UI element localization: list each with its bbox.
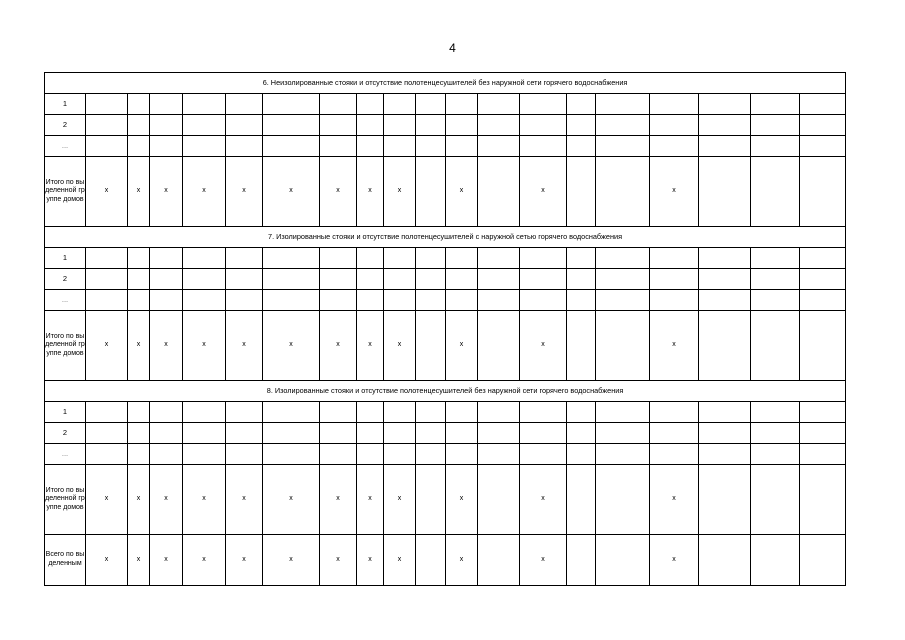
group-total-row [45, 465, 846, 535]
table-row [45, 248, 846, 269]
table-cell [183, 94, 226, 115]
row-number: ... [45, 444, 86, 465]
table-cell [226, 290, 263, 311]
table-cell [751, 423, 800, 444]
table-cell [320, 115, 357, 136]
table-cell [478, 444, 520, 465]
table-cell [751, 94, 800, 115]
section-title: 8. Изолированные стояки и отсутствие полотенцесушителей без наружной сети горячего водоснабжения [45, 381, 846, 402]
table-cell [86, 136, 128, 157]
x-mark: x [320, 535, 357, 586]
table-cell [596, 248, 650, 269]
x-mark: x [357, 465, 384, 535]
x-mark: x [650, 157, 699, 227]
table-cell [478, 136, 520, 157]
table-cell [800, 157, 846, 227]
group-total-label: Итого по выделенной группе домов [45, 311, 86, 381]
table-cell [446, 423, 478, 444]
table-cell [357, 248, 384, 269]
table-cell [520, 94, 567, 115]
table-cell [478, 269, 520, 290]
table-cell [478, 402, 520, 423]
table-cell [150, 136, 183, 157]
x-mark: x [357, 311, 384, 381]
table-cell [699, 465, 751, 535]
table-cell [384, 444, 416, 465]
table-cell [86, 115, 128, 136]
table-cell [263, 290, 320, 311]
table-cell [699, 535, 751, 586]
x-mark: x [226, 311, 263, 381]
table-cell [183, 136, 226, 157]
table-cell [596, 535, 650, 586]
table-cell [128, 444, 150, 465]
table-cell [128, 136, 150, 157]
data-table [44, 72, 846, 586]
table-cell [520, 248, 567, 269]
table-cell [478, 290, 520, 311]
table-cell [416, 248, 446, 269]
table-cell [446, 94, 478, 115]
table-cell [384, 248, 416, 269]
table-cell [384, 290, 416, 311]
table-cell [596, 115, 650, 136]
table-cell [416, 157, 446, 227]
table-cell [446, 269, 478, 290]
table-cell [650, 269, 699, 290]
table-cell [699, 157, 751, 227]
x-mark: x [150, 465, 183, 535]
x-mark: x [320, 311, 357, 381]
table-cell [416, 402, 446, 423]
table-cell [567, 94, 596, 115]
table-cell [567, 157, 596, 227]
x-mark: x [650, 311, 699, 381]
table-cell [226, 94, 263, 115]
table-cell [128, 269, 150, 290]
table-cell [751, 290, 800, 311]
x-mark: x [520, 465, 567, 535]
x-mark: x [86, 465, 128, 535]
table-cell [478, 94, 520, 115]
row-number: 1 [45, 402, 86, 423]
table-cell [520, 269, 567, 290]
x-mark: x [263, 535, 320, 586]
row-number: 2 [45, 269, 86, 290]
table-cell [596, 290, 650, 311]
table-cell [699, 311, 751, 381]
x-mark: x [357, 157, 384, 227]
table-cell [226, 402, 263, 423]
table-cell [150, 269, 183, 290]
table-cell [520, 136, 567, 157]
x-mark: x [150, 157, 183, 227]
table-cell [263, 423, 320, 444]
table-cell [596, 311, 650, 381]
table-cell [751, 311, 800, 381]
table-cell [416, 290, 446, 311]
table-cell [128, 94, 150, 115]
table-cell [800, 465, 846, 535]
table-cell [416, 115, 446, 136]
table-row [45, 115, 846, 136]
section-header-row [45, 227, 846, 248]
table-cell [320, 136, 357, 157]
grand-total-label: Всего по выделенным [45, 535, 86, 586]
x-mark: x [650, 535, 699, 586]
table-cell [699, 136, 751, 157]
table-cell [86, 444, 128, 465]
table-cell [416, 465, 446, 535]
x-mark: x [320, 157, 357, 227]
table-cell [446, 136, 478, 157]
table-cell [567, 311, 596, 381]
table-row [45, 136, 846, 157]
table-cell [800, 311, 846, 381]
table-cell [478, 311, 520, 381]
table-cell [384, 423, 416, 444]
table-cell [128, 290, 150, 311]
table-cell [567, 136, 596, 157]
x-mark: x [263, 465, 320, 535]
table-cell [183, 115, 226, 136]
table-cell [800, 269, 846, 290]
x-mark: x [384, 157, 416, 227]
section-header-row [45, 381, 846, 402]
table-cell [650, 290, 699, 311]
table-cell [520, 402, 567, 423]
group-total-row [45, 311, 846, 381]
table-cell [320, 444, 357, 465]
table-cell [596, 136, 650, 157]
table-cell [751, 465, 800, 535]
table-cell [699, 94, 751, 115]
table-cell [699, 290, 751, 311]
table-cell [650, 248, 699, 269]
x-mark: x [183, 535, 226, 586]
x-mark: x [86, 535, 128, 586]
table-cell [226, 423, 263, 444]
table-cell [183, 248, 226, 269]
group-total-label: Итого по выделенной группе домов [45, 157, 86, 227]
table-cell [596, 157, 650, 227]
table-cell [751, 136, 800, 157]
group-total-label: Итого по выделенной группе домов [45, 465, 86, 535]
table-cell [800, 94, 846, 115]
x-mark: x [384, 535, 416, 586]
section-title: 6. Неизолированные стояки и отсутствие полотенцесушителей без наружной сети горячего водоснабжения [45, 73, 846, 94]
table-cell [478, 115, 520, 136]
table-cell [226, 248, 263, 269]
table-cell [320, 248, 357, 269]
table-cell [650, 423, 699, 444]
table-row [45, 402, 846, 423]
table-cell [567, 535, 596, 586]
table-cell [751, 269, 800, 290]
table-cell [357, 423, 384, 444]
table-row [45, 269, 846, 290]
table-cell [751, 115, 800, 136]
table-cell [226, 444, 263, 465]
table-cell [183, 444, 226, 465]
table-cell [416, 269, 446, 290]
table-cell [416, 136, 446, 157]
table-cell [446, 402, 478, 423]
row-number: 2 [45, 115, 86, 136]
table-cell [478, 423, 520, 444]
section-title: 7. Изолированные стояки и отсутствие полотенцесушителей с наружной сетью горячего водоснабжения [45, 227, 846, 248]
x-mark: x [86, 157, 128, 227]
x-mark: x [357, 535, 384, 586]
x-mark: x [226, 157, 263, 227]
x-mark: x [263, 311, 320, 381]
table-cell [596, 444, 650, 465]
table-row [45, 290, 846, 311]
table-cell [320, 94, 357, 115]
x-mark: x [226, 535, 263, 586]
x-mark: x [320, 465, 357, 535]
table-row [45, 423, 846, 444]
table-cell [226, 115, 263, 136]
table-cell [86, 94, 128, 115]
row-number: 2 [45, 423, 86, 444]
table-cell [520, 115, 567, 136]
x-mark: x [446, 157, 478, 227]
x-mark: x [128, 157, 150, 227]
table-cell [596, 402, 650, 423]
table-cell [86, 402, 128, 423]
x-mark: x [520, 535, 567, 586]
table-cell [86, 290, 128, 311]
page-number: 4 [449, 41, 456, 55]
table-cell [128, 402, 150, 423]
x-mark: x [446, 535, 478, 586]
table-cell [183, 402, 226, 423]
table-cell [86, 423, 128, 444]
table-cell [384, 269, 416, 290]
table-cell [567, 115, 596, 136]
table-cell [446, 290, 478, 311]
table-cell [699, 115, 751, 136]
table-cell [263, 94, 320, 115]
x-mark: x [226, 465, 263, 535]
table-cell [800, 402, 846, 423]
table-cell [150, 290, 183, 311]
table-cell [751, 248, 800, 269]
table-row [45, 444, 846, 465]
table-cell [416, 444, 446, 465]
table-cell [320, 290, 357, 311]
table-cell [183, 423, 226, 444]
table-cell [800, 136, 846, 157]
table-cell [384, 136, 416, 157]
table-cell [650, 115, 699, 136]
table-cell [150, 402, 183, 423]
table-cell [751, 535, 800, 586]
table-cell [800, 535, 846, 586]
table-cell [86, 269, 128, 290]
row-number: 1 [45, 248, 86, 269]
table-cell [416, 311, 446, 381]
table-cell [800, 444, 846, 465]
table-cell [183, 269, 226, 290]
table-cell [751, 402, 800, 423]
table-cell [150, 248, 183, 269]
table-cell [446, 444, 478, 465]
x-mark: x [263, 157, 320, 227]
x-mark: x [86, 311, 128, 381]
row-number: ... [45, 136, 86, 157]
table-cell [520, 423, 567, 444]
x-mark: x [128, 311, 150, 381]
table-cell [357, 136, 384, 157]
x-mark: x [446, 465, 478, 535]
x-mark: x [183, 311, 226, 381]
table-cell [263, 269, 320, 290]
row-number: 1 [45, 94, 86, 115]
table-cell [128, 248, 150, 269]
table-cell [478, 248, 520, 269]
table-cell [478, 157, 520, 227]
table-cell [567, 248, 596, 269]
table-cell [800, 115, 846, 136]
x-mark: x [183, 465, 226, 535]
row-number: ... [45, 290, 86, 311]
table-cell [263, 115, 320, 136]
table-cell [800, 290, 846, 311]
table-cell [357, 402, 384, 423]
table-cell [596, 465, 650, 535]
table-cell [226, 269, 263, 290]
table-cell [357, 269, 384, 290]
table-cell [263, 248, 320, 269]
table-cell [357, 94, 384, 115]
table-cell [596, 94, 650, 115]
table-cell [320, 402, 357, 423]
table-cell [416, 423, 446, 444]
table-cell [751, 157, 800, 227]
table-cell [357, 115, 384, 136]
table-cell [86, 248, 128, 269]
section-header-row [45, 73, 846, 94]
table-cell [699, 402, 751, 423]
table-cell [320, 423, 357, 444]
table-cell [446, 115, 478, 136]
x-mark: x [446, 311, 478, 381]
table-cell [384, 94, 416, 115]
table-cell [699, 269, 751, 290]
table-cell [416, 535, 446, 586]
grand-total-row [45, 535, 846, 586]
x-mark: x [150, 535, 183, 586]
table-cell [520, 444, 567, 465]
table-cell [520, 290, 567, 311]
group-total-row [45, 157, 846, 227]
table-cell [567, 444, 596, 465]
table-cell [263, 444, 320, 465]
x-mark: x [520, 157, 567, 227]
x-mark: x [520, 311, 567, 381]
x-mark: x [128, 535, 150, 586]
table-cell [699, 423, 751, 444]
table-cell [567, 290, 596, 311]
table-cell [650, 402, 699, 423]
table-cell [226, 136, 263, 157]
x-mark: x [384, 311, 416, 381]
table-cell [478, 465, 520, 535]
table-cell [416, 94, 446, 115]
x-mark: x [128, 465, 150, 535]
table-cell [478, 535, 520, 586]
table-cell [183, 290, 226, 311]
table-cell [567, 465, 596, 535]
table-cell [357, 444, 384, 465]
table-cell [800, 423, 846, 444]
table-cell [320, 269, 357, 290]
table-cell [567, 423, 596, 444]
table-cell [384, 402, 416, 423]
table-cell [596, 269, 650, 290]
x-mark: x [183, 157, 226, 227]
table-cell [150, 115, 183, 136]
table-cell [128, 423, 150, 444]
table-cell [699, 248, 751, 269]
table-cell [800, 248, 846, 269]
table-cell [150, 94, 183, 115]
table-cell [150, 444, 183, 465]
table-cell [650, 444, 699, 465]
table-cell [263, 136, 320, 157]
table-cell [150, 423, 183, 444]
table-cell [596, 423, 650, 444]
table-cell [650, 94, 699, 115]
table-cell [567, 402, 596, 423]
x-mark: x [650, 465, 699, 535]
table-cell [357, 290, 384, 311]
table-cell [384, 115, 416, 136]
table-cell [650, 136, 699, 157]
table-cell [751, 444, 800, 465]
x-mark: x [150, 311, 183, 381]
table-cell [699, 444, 751, 465]
x-mark: x [384, 465, 416, 535]
table-cell [567, 269, 596, 290]
table-row [45, 94, 846, 115]
table-cell [263, 402, 320, 423]
table-cell [128, 115, 150, 136]
table-cell [446, 248, 478, 269]
